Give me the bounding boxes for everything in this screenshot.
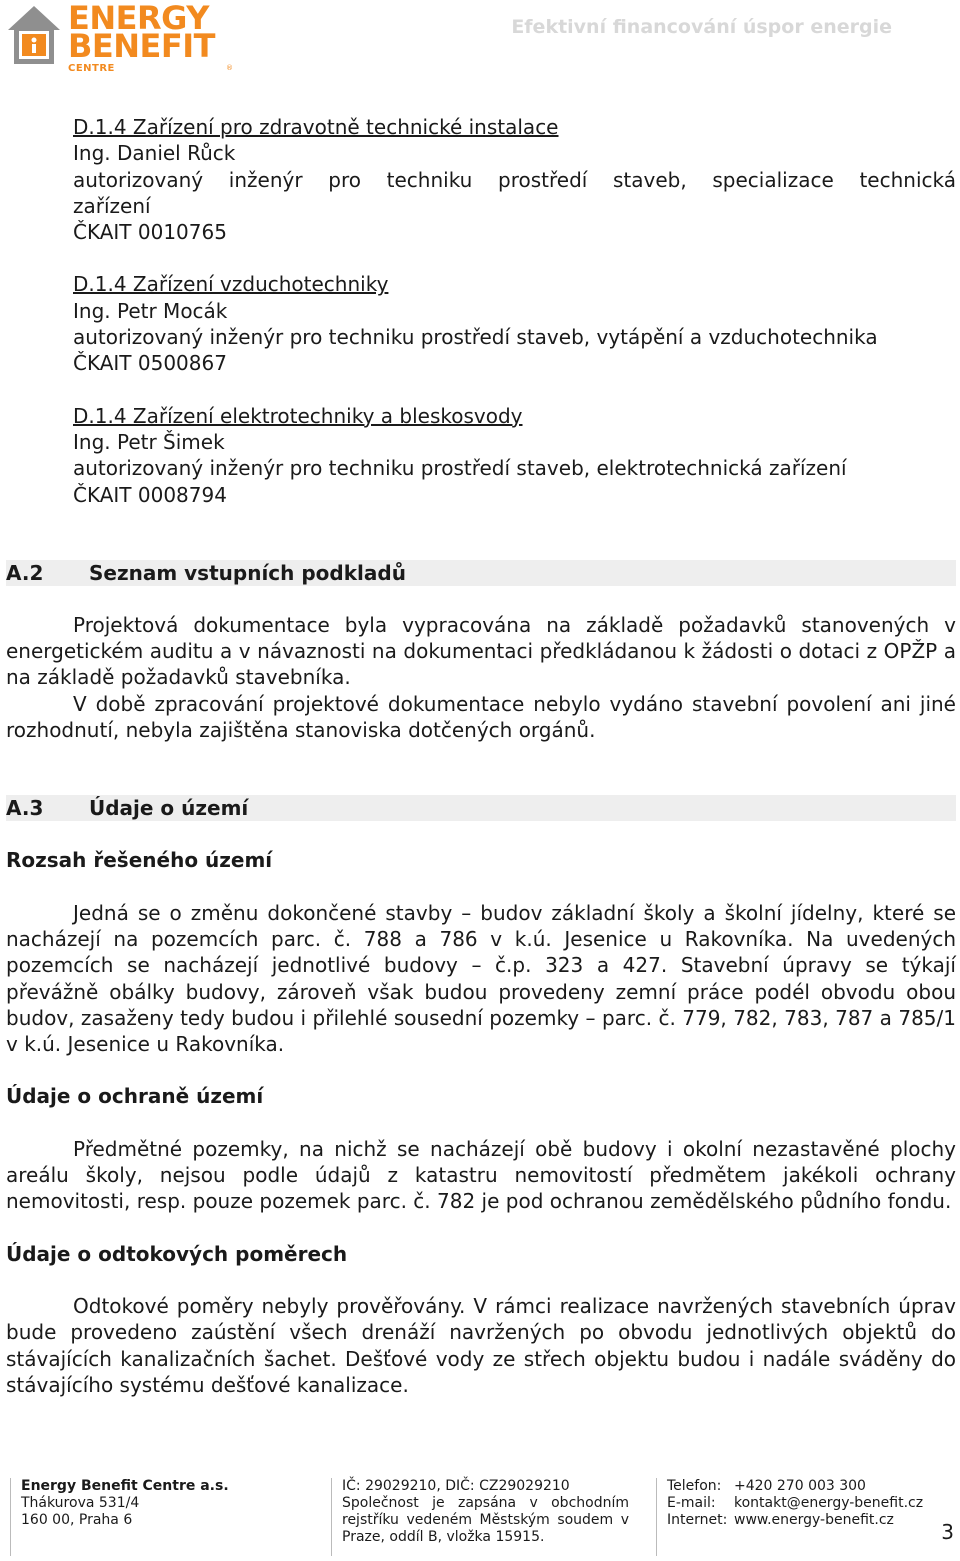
ckait-number: ČKAIT 0500867 — [73, 351, 227, 376]
logo-text-energy: ENERGY — [68, 0, 209, 37]
phone-label: Telefon: — [667, 1478, 722, 1494]
ckait-number: ČKAIT 0010765 — [73, 220, 227, 245]
ckait-number: ČKAIT 0008794 — [73, 482, 227, 507]
email-label: E-mail: — [667, 1495, 716, 1511]
email-link[interactable]: kontakt@energy-benefit.cz — [734, 1495, 924, 1511]
footer-registration — [331, 1478, 642, 1556]
logo-text-benefit: BENEFIT — [68, 27, 215, 65]
company-name: Energy Benefit Centre a.s. — [21, 1478, 229, 1494]
registration-line: Společnost je zapsána v obchodním — [342, 1495, 629, 1511]
section-title: D.1.4 Zařízení pro zdravotně technické instalace — [73, 115, 559, 139]
page-header — [0, 0, 960, 80]
city: 160 00, Praha 6 — [21, 1512, 133, 1528]
header-tagline: Efektivní financování úspor energie — [511, 16, 892, 38]
street: Thákurova 531/4 — [21, 1495, 140, 1511]
section-heading-text: Seznam vstupních podkladů — [89, 560, 406, 585]
section-heading-text: Údaje o území — [89, 796, 249, 821]
logo-text-centre: CENTRE — [68, 63, 115, 74]
engineer-name: Ing. Petr Šimek — [73, 429, 225, 454]
section-title: D.1.4 Zařízení elektrotechniky a bleskosvody — [73, 403, 523, 428]
web-label: Internet: — [667, 1512, 728, 1528]
engineer-role: autorizovaný inženýr pro techniku prostředí staveb, specializace technická — [73, 167, 956, 192]
subheading: Rozsah řešeného území — [6, 848, 273, 873]
section-d14-vzt — [6, 271, 956, 376]
phone-number: +420 270 003 300 — [734, 1478, 866, 1494]
subheading: Údaje o ochraně území — [6, 1084, 264, 1109]
registration-line: Praze, oddíl B, vložka 15915. — [342, 1529, 545, 1545]
document-body — [6, 114, 956, 1398]
section-number: A.3 — [6, 796, 44, 821]
paragraph: Jedná se o změnu dokončené stavby – budov základní školy a školní jídelny, které se nacházejí na pozemcích parc. č. 788 a 786 v k.ú. Jesenice u Rakovníka. Na uvedených pozemcích se nacházejí jednotlivé budovy – č.p. 323 a 427. Stavební úpravy se týkají převážně obálky budovy, zároveň však budou provedeny zemní práce podél obvodu obou budov, zasaženy tedy budou i přilehlé sousední pozemky – parc. č. 779, 782, 783, 787 a 785/1 v k.ú. Jesenice u Rakovníka. — [6, 900, 956, 1057]
section-number: A.2 — [6, 560, 44, 585]
engineer-role-cont: zařízení — [73, 193, 151, 218]
engineer-name: Ing. Daniel Růck — [73, 141, 236, 166]
web-link[interactable]: www.energy-benefit.cz — [734, 1512, 894, 1528]
section-heading-a3 — [6, 795, 956, 821]
company-ids: IČ: 29029210, DIČ: CZ29029210 — [342, 1478, 570, 1494]
section-heading-a2 — [6, 560, 956, 586]
section-d14-elektro — [6, 403, 956, 508]
footer-contacts — [656, 1478, 937, 1556]
house-logo-icon — [6, 4, 62, 66]
engineer-name: Ing. Petr Mocák — [73, 298, 228, 323]
section-title: D.1.4 Zařízení vzduchotechniky — [73, 272, 389, 297]
company-logo — [6, 2, 232, 76]
paragraph: V době zpracování projektové dokumentace nebylo vydáno stavební povolení ani jiné rozhodnutí, nebyla zajištěna stanoviska dotčených orgánů. — [6, 691, 956, 743]
footer-address — [10, 1478, 321, 1556]
engineer-role: autorizovaný inženýr pro techniku prostředí staveb, elektrotechnická zařízení — [73, 456, 847, 481]
page-number: 3 — [941, 1520, 954, 1544]
engineer-role: autorizovaný inženýr pro techniku prostředí staveb, vytápění a vzduchotechnika — [73, 325, 878, 350]
paragraph: Odtokové poměry nebyly prověřovány. V rámci realizace navržených stavebních úprav bude provedeno zaústění všech drenáží navržených po obvodu jednotlivých objektů do stávajících kanalizačních šachet. Dešťové vody ze střech objektu budou i nadále sváděny do stávajícího systému dešťové kanalizace. — [6, 1293, 956, 1397]
paragraph: Předmětné pozemky, na nichž se nacházejí obě budovy i okolní nezastavěné plochy areálu školy, nejsou podle údajů z katastru nemovitostí předmětem jakékoli ochrany nemovitosti, resp. pouze pozemek parc. č. 782 je pod ochranou zemědělského půdního fondu. — [6, 1136, 956, 1214]
subheading: Údaje o odtokových poměrech — [6, 1241, 348, 1266]
registration-line: rejstříku vedeném Městským soudem v — [342, 1512, 629, 1528]
page-footer — [0, 1478, 960, 1561]
paragraph: Projektová dokumentace byla vypracována na základě požadavků stanovených v energetickém auditu a v návaznosti na dokumentaci předkládanou k žádosti o dotaci z OPŽP a na základě požadavků stavebníka. — [6, 612, 956, 690]
registered-mark: ® — [226, 64, 233, 72]
section-d14-zti — [6, 114, 956, 245]
